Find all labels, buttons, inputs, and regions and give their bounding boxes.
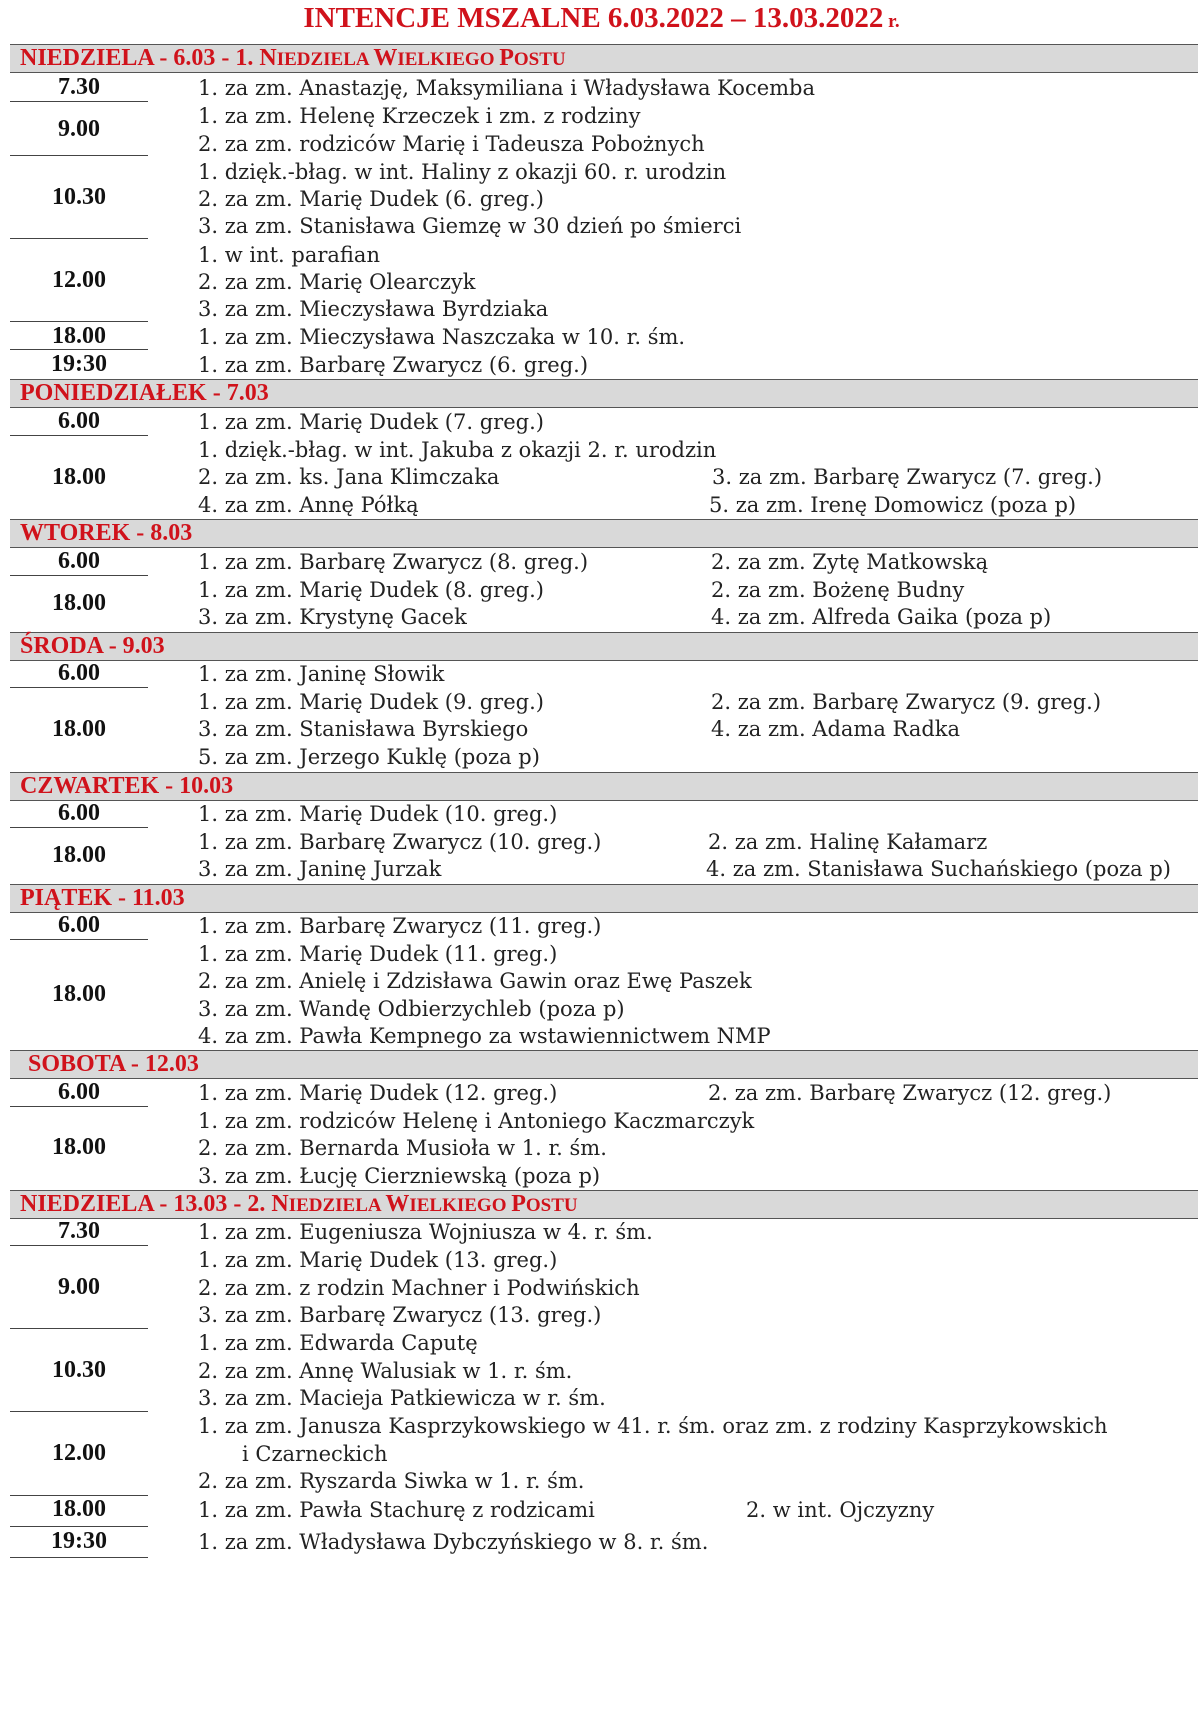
intention-item: 2. w int. Ojczyzny (746, 1498, 935, 1522)
intention-item: 1. za zm. Helenę Krzeczek i zm. z rodziny (198, 104, 641, 128)
mass-time: 6.00 (58, 548, 100, 574)
time-separator (10, 1106, 148, 1107)
mass-time: 12.00 (52, 267, 106, 293)
intention-item: 3. za zm. Macieja Patkiewicza w r. śm. (198, 1386, 606, 1410)
intention-item: 1. dzięk.-błag. w int. Haliny z okazji 60. r. urodzin (198, 160, 727, 184)
intention-item: 3. za zm. Krystynę Gacek (198, 605, 467, 629)
intention-item: 1. za zm. Barbarę Zwarycz (10. greg.) (198, 830, 602, 854)
day-header: ŚRODA - 9.03 (10, 632, 1198, 661)
mass-time: 18.00 (52, 323, 106, 349)
mass-time: 6.00 (58, 800, 100, 826)
time-separator (10, 687, 148, 688)
intention-item: 2. za zm. Halinę Kałamarz (708, 830, 988, 854)
day-header: SOBOTA - 12.03 (10, 1050, 1198, 1079)
intention-item: 2. za zm. ks. Jana Klimczaka (198, 465, 500, 489)
mass-time: 18.00 (52, 590, 106, 616)
intention-item: 1. za zm. Marię Dudek (13. greg.) (198, 1248, 558, 1272)
intention-item: 3. za zm. Barbarę Zwarycz (13. greg.) (198, 1303, 602, 1327)
intention-item: 1. za zm. Mieczysława Naszczaka w 10. r. śm. (198, 325, 686, 349)
intention-item: 1. za zm. Anastazję, Maksymiliana i Władysława Kocemba (198, 76, 816, 100)
intention-item: 1. za zm. Barbarę Zwarycz (8. greg.) (198, 550, 589, 574)
intention-item: 1. za zm. Barbarę Zwarycz (6. greg.) (198, 353, 589, 377)
intention-item: 1. za zm. Pawła Stachurę z rodzicami (198, 1498, 595, 1522)
mass-time: 18.00 (52, 464, 106, 490)
mass-time: 10.30 (52, 184, 106, 210)
mass-time: 9.00 (58, 116, 100, 142)
intention-item: 1. za zm. Eugeniusza Wojniusza w 4. r. śm. (198, 1220, 653, 1244)
time-separator (10, 101, 148, 102)
mass-time: 7.30 (58, 74, 100, 100)
time-separator (10, 1557, 148, 1558)
intention-item: 1. za zm. Marię Dudek (10. greg.) (198, 802, 558, 826)
time-separator (10, 1411, 148, 1412)
mass-time: 6.00 (58, 912, 100, 938)
intention-item: 2. za zm. Marię Olearczyk (198, 270, 476, 294)
time-separator (10, 435, 148, 436)
intention-item: 4. za zm. Pawła Kempnego za wstawiennictwem NMP (198, 1024, 771, 1048)
mass-time: 6.00 (58, 1079, 100, 1105)
intention-item: 1. za zm. Władysława Dybczyńskiego w 8. r. śm. (198, 1530, 709, 1554)
intention-item: 2. za zm. Annę Walusiak w 1. r. śm. (198, 1359, 573, 1383)
intention-item: 1. za zm. Marię Dudek (7. greg.) (198, 410, 544, 434)
intention-item: 1. za zm. Marię Dudek (8. greg.) (198, 578, 544, 602)
intention-item: 4. za zm. Annę Półką (198, 493, 419, 517)
mass-time: 19:30 (51, 351, 107, 377)
intention-item: 2. za zm. Marię Dudek (6. greg.) (198, 187, 544, 211)
intention-item: 2. za zm. Bernarda Musioła w 1. r. śm. (198, 1136, 607, 1160)
intention-item: 3. za zm. Mieczysława Byrdziaka (198, 297, 549, 321)
intention-item: 3. za zm. Łucję Cierzniewską (poza p) (198, 1164, 601, 1188)
time-separator (10, 321, 148, 322)
intention-item: 1. za zm. Marię Dudek (9. greg.) (198, 690, 544, 714)
mass-time: 18.00 (52, 1496, 106, 1522)
day-header: NIEDZIELA - 6.03 - 1. NIEDZIELA WIELKIEGO POSTU (10, 44, 1198, 73)
intention-item: 2. za zm. Bożenę Budny (711, 578, 965, 602)
mass-time: 6.00 (58, 660, 100, 686)
time-separator (10, 1526, 148, 1527)
time-separator (10, 575, 148, 576)
intention-item: 2. za zm. Zytę Matkowską (711, 550, 989, 574)
mass-time: 19:30 (51, 1528, 107, 1554)
mass-time: 10.30 (52, 1357, 106, 1383)
intention-item: 3. za zm. Barbarę Zwarycz (7. greg.) (712, 465, 1103, 489)
day-header: PONIEDZIAŁEK - 7.03 (10, 379, 1198, 408)
time-separator (10, 155, 148, 156)
intention-item: 2. za zm. Ryszarda Siwka w 1. r. śm. (198, 1469, 585, 1493)
day-header: PIĄTEK - 11.03 (10, 884, 1198, 913)
mass-time: 12.00 (52, 1440, 106, 1466)
intention-item: 4. za zm. Stanisława Suchańskiego (poza p) (706, 857, 1171, 881)
intention-item: 3. za zm. Janinę Jurzak (198, 857, 442, 881)
time-separator (10, 827, 148, 828)
intention-item: 2. za zm. Barbarę Zwarycz (9. greg.) (711, 690, 1102, 714)
intention-item: 1. za zm. Janinę Słowik (198, 662, 445, 686)
intention-item: 5. za zm. Irenę Domowicz (poza p) (709, 493, 1077, 517)
mass-time: 18.00 (52, 842, 106, 868)
intention-item: 4. za zm. Alfreda Gaika (poza p) (711, 605, 1052, 629)
day-header: NIEDZIELA - 13.03 - 2. NIEDZIELA WIELKIEGO POSTU (10, 1190, 1198, 1219)
time-separator (10, 238, 148, 239)
mass-time: 6.00 (58, 408, 100, 434)
intention-item: 1. za zm. Janusza Kasprzykowskiego w 41. r. śm. oraz zm. z rodziny Kasprzykowskich (198, 1414, 1108, 1438)
intention-item: i Czarneckich (242, 1442, 388, 1466)
time-separator (10, 1245, 148, 1246)
intention-item: 4. za zm. Adama Radka (711, 717, 961, 741)
intention-item: 1. za zm. Edwarda Caputę (198, 1331, 478, 1355)
intention-item: 2. za zm. rodziców Marię i Tadeusza Pobożnych (198, 132, 705, 156)
intention-item: 3. za zm. Stanisława Byrskiego (198, 717, 529, 741)
intention-item: 2. za zm. Anielę i Zdzisława Gawin oraz Ewę Paszek (198, 969, 752, 993)
intention-item: 1. w int. parafian (198, 243, 380, 267)
intention-item: 5. za zm. Jerzego Kuklę (poza p) (198, 745, 540, 769)
day-header: WTOREK - 8.03 (10, 519, 1198, 548)
mass-time: 18.00 (52, 1134, 106, 1160)
mass-time: 18.00 (52, 981, 106, 1007)
intention-item: 1. dzięk.-błag. w int. Jakuba z okazji 2. r. urodzin (198, 438, 717, 462)
time-separator (10, 349, 148, 350)
intention-item: 1. za zm. Marię Dudek (12. greg.) (198, 1081, 558, 1105)
time-separator (10, 1328, 148, 1329)
intention-item: 1. za zm. Marię Dudek (11. greg.) (198, 942, 558, 966)
mass-time: 7.30 (58, 1218, 100, 1244)
intention-item: 3. za zm. Wandę Odbierzychleb (poza p) (198, 997, 625, 1021)
day-header: CZWARTEK - 10.03 (10, 772, 1198, 801)
page-title: INTENCJE MSZALNE 6.03.2022 – 13.03.2022 r. (303, 2, 900, 34)
intention-item: 1. za zm. Barbarę Zwarycz (11. greg.) (198, 914, 602, 938)
mass-time: 18.00 (52, 716, 106, 742)
intention-item: 2. za zm. z rodzin Machner i Podwińskich (198, 1276, 640, 1300)
intention-item: 1. za zm. rodziców Helenę i Antoniego Kaczmarczyk (198, 1109, 755, 1133)
intention-item: 2. za zm. Barbarę Zwarycz (12. greg.) (708, 1081, 1112, 1105)
mass-time: 9.00 (58, 1274, 100, 1300)
time-separator (10, 939, 148, 940)
intention-item: 3. za zm. Stanisława Giemzę w 30 dzień po śmierci (198, 214, 742, 238)
